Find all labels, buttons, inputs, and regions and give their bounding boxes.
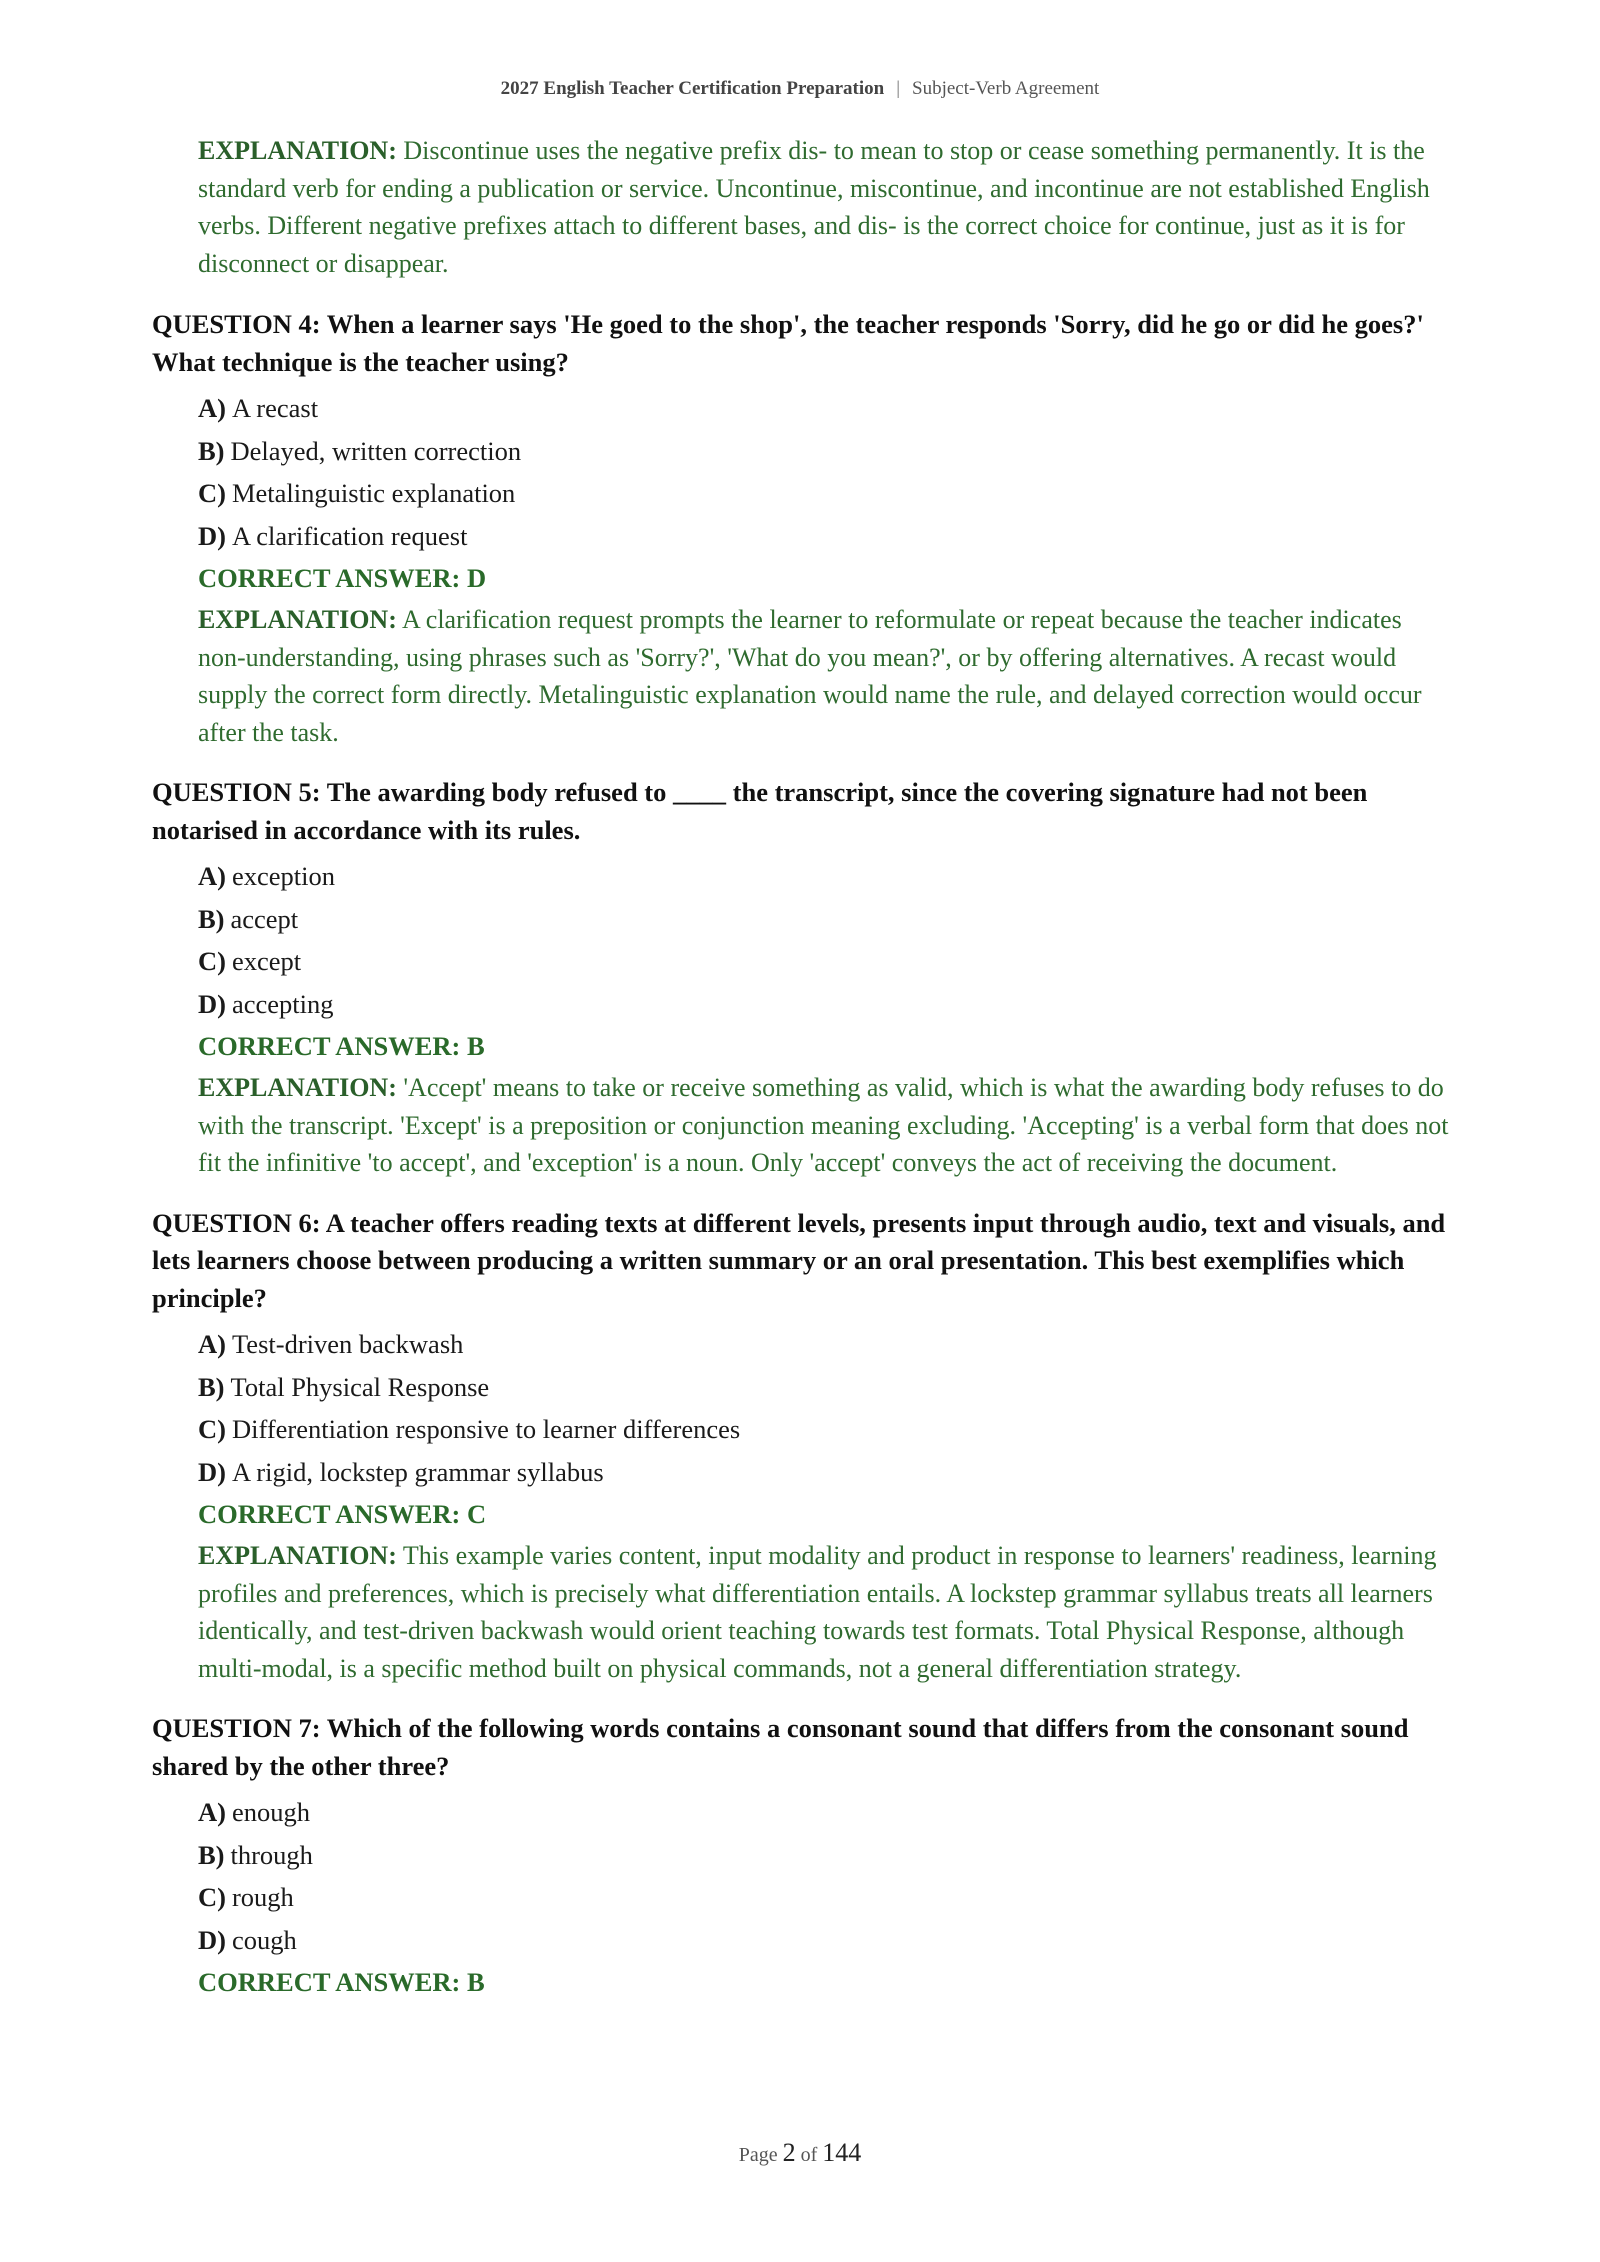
explanation-label: EXPLANATION: [198, 605, 397, 634]
option-b [198, 430, 1452, 473]
option-text: through [230, 1839, 313, 1870]
page-footer [0, 2138, 1600, 2168]
option-letter: A) [198, 1329, 226, 1359]
page-header [0, 78, 1600, 100]
option-text: enough [231, 1797, 310, 1827]
correct-answer: CORRECT ANSWER: D [198, 563, 487, 593]
explanation-text: 'Accept' means to take or receive something as valid, which is what the awarding body refuses to do with the transcript. 'Except' is a preposition or conjunction meaning excluding. 'Accepting' is a verbal form that does not fit the infinitive 'to accept', and 'exception' is a noun. Only 'accept' conveys the act of receiving the document. [198, 1073, 1449, 1177]
option-letter: B) [198, 903, 225, 934]
explanation-text: A clarification request prompts the learner to reformulate or repeat because the teacher indicates non-understanding, using phrases such as 'Sorry?', 'What do you mean?', or by offering alternatives. A recast would supply the correct form directly. Metalinguistic explanation would name the rule, and delayed correction would occur after the task. [198, 605, 1422, 747]
option-d [198, 1919, 1452, 1962]
question-7 [152, 1710, 1452, 2003]
option-letter: D) [198, 1924, 226, 1955]
option-text: accepting [231, 988, 334, 1019]
option-letter: C) [198, 1882, 226, 1912]
option-letter: D) [198, 1456, 226, 1487]
option-text: accept [230, 903, 299, 934]
option-a [198, 1323, 1452, 1366]
option-c [198, 1876, 1452, 1919]
option-text: A rigid, lockstep grammar syllabus [231, 1456, 604, 1487]
option-text: Metalinguistic explanation [231, 478, 516, 508]
header-separator: | [896, 78, 900, 99]
option-d [198, 983, 1452, 1026]
question-prompt: QUESTION 5: The awarding body refused to ____ the transcript, since the covering signature had not been notarised in accordance with its rules. [152, 777, 1368, 845]
header-title: 2027 English Teacher Certification Preparation [500, 78, 885, 99]
explanation-label: EXPLANATION: [198, 1073, 397, 1102]
page-content [152, 132, 1452, 2026]
option-letter: A) [198, 1797, 226, 1827]
option-letter: B) [198, 1839, 225, 1870]
option-c [198, 940, 1452, 983]
option-letter: A) [198, 861, 226, 891]
option-letter: C) [198, 1414, 226, 1444]
question-prompt: QUESTION 7: Which of the following words contains a consonant sound that differs from the consonant sound shared by the other three? [152, 1713, 1409, 1781]
option-letter: D) [198, 988, 226, 1019]
option-text: Differentiation responsive to learner differences [231, 1414, 741, 1444]
correct-answer: CORRECT ANSWER: B [198, 1967, 485, 1997]
question-prompt: QUESTION 6: A teacher offers reading texts at different levels, presents input through audio, text and visuals, and lets learners choose between producing a written summary or an oral presentation. This best exemplifies which principle? [152, 1207, 1446, 1313]
correct-answer: CORRECT ANSWER: C [198, 1499, 487, 1529]
page-current: 2 [782, 2138, 796, 2167]
option-text: exception [231, 861, 335, 891]
option-b [198, 1834, 1452, 1877]
option-list [198, 855, 1452, 1025]
option-c [198, 1408, 1452, 1451]
option-letter: B) [198, 1371, 225, 1402]
option-d [198, 515, 1452, 558]
option-list [198, 387, 1452, 557]
explanation [198, 601, 1452, 751]
option-letter: A) [198, 393, 226, 423]
option-a [198, 855, 1452, 898]
option-text: Test-driven backwash [231, 1329, 464, 1359]
option-letter: D) [198, 520, 226, 551]
question-6 [152, 1205, 1452, 1688]
correct-answer: CORRECT ANSWER: B [198, 1031, 485, 1061]
option-a [198, 1791, 1452, 1834]
option-list [198, 1323, 1452, 1493]
option-text: cough [231, 1924, 297, 1955]
option-text: rough [231, 1882, 294, 1912]
option-letter: C) [198, 478, 226, 508]
option-b [198, 898, 1452, 941]
question-4 [152, 306, 1452, 751]
explanation-q3 [198, 132, 1452, 282]
option-text: except [231, 946, 302, 976]
explanation-label: EXPLANATION: [198, 136, 397, 165]
header-section: Subject-Verb Agreement [912, 78, 1100, 99]
option-text: A recast [231, 393, 319, 423]
option-letter: C) [198, 946, 226, 976]
explanation-text: This example varies content, input modality and product in response to learners' readiness, learning profiles and preferences, which is precisely what differentiation entails. A lockstep grammar syllabus treats all learners identically, and test-driven backwash would orient teaching towards test formats. Total Physical Response, although multi-modal, is a specific method built on physical commands, not a general differentiation strategy. [198, 1541, 1437, 1683]
option-c [198, 472, 1452, 515]
option-a [198, 387, 1452, 430]
explanation [198, 1537, 1452, 1687]
option-list [198, 1791, 1452, 1961]
option-text: A clarification request [231, 520, 468, 551]
option-text: Total Physical Response [230, 1371, 490, 1402]
option-b [198, 1366, 1452, 1409]
option-d [198, 1451, 1452, 1494]
option-text: Delayed, written correction [230, 435, 522, 466]
option-letter: B) [198, 435, 225, 466]
explanation [198, 1069, 1452, 1182]
question-prompt: QUESTION 4: When a learner says 'He goed to the shop', the teacher responds 'Sorry, did he go or did he goes?' What technique is the teacher using? [152, 309, 1424, 377]
page-label: Page [738, 2144, 778, 2166]
page-total: 144 [822, 2138, 862, 2167]
explanation-label: EXPLANATION: [198, 1541, 397, 1570]
question-5 [152, 774, 1452, 1182]
explanation-text: Discontinue uses the negative prefix dis- to mean to stop or cease something permanently. It is the standard verb for ending a publication or service. Uncontinue, miscontinue, and incontinue are not established English verbs. Different negative prefixes attach to different bases, and dis- is the correct choice for continue, just as it is for disconnect or disappear. [198, 136, 1430, 278]
page-of: of [800, 2144, 818, 2166]
